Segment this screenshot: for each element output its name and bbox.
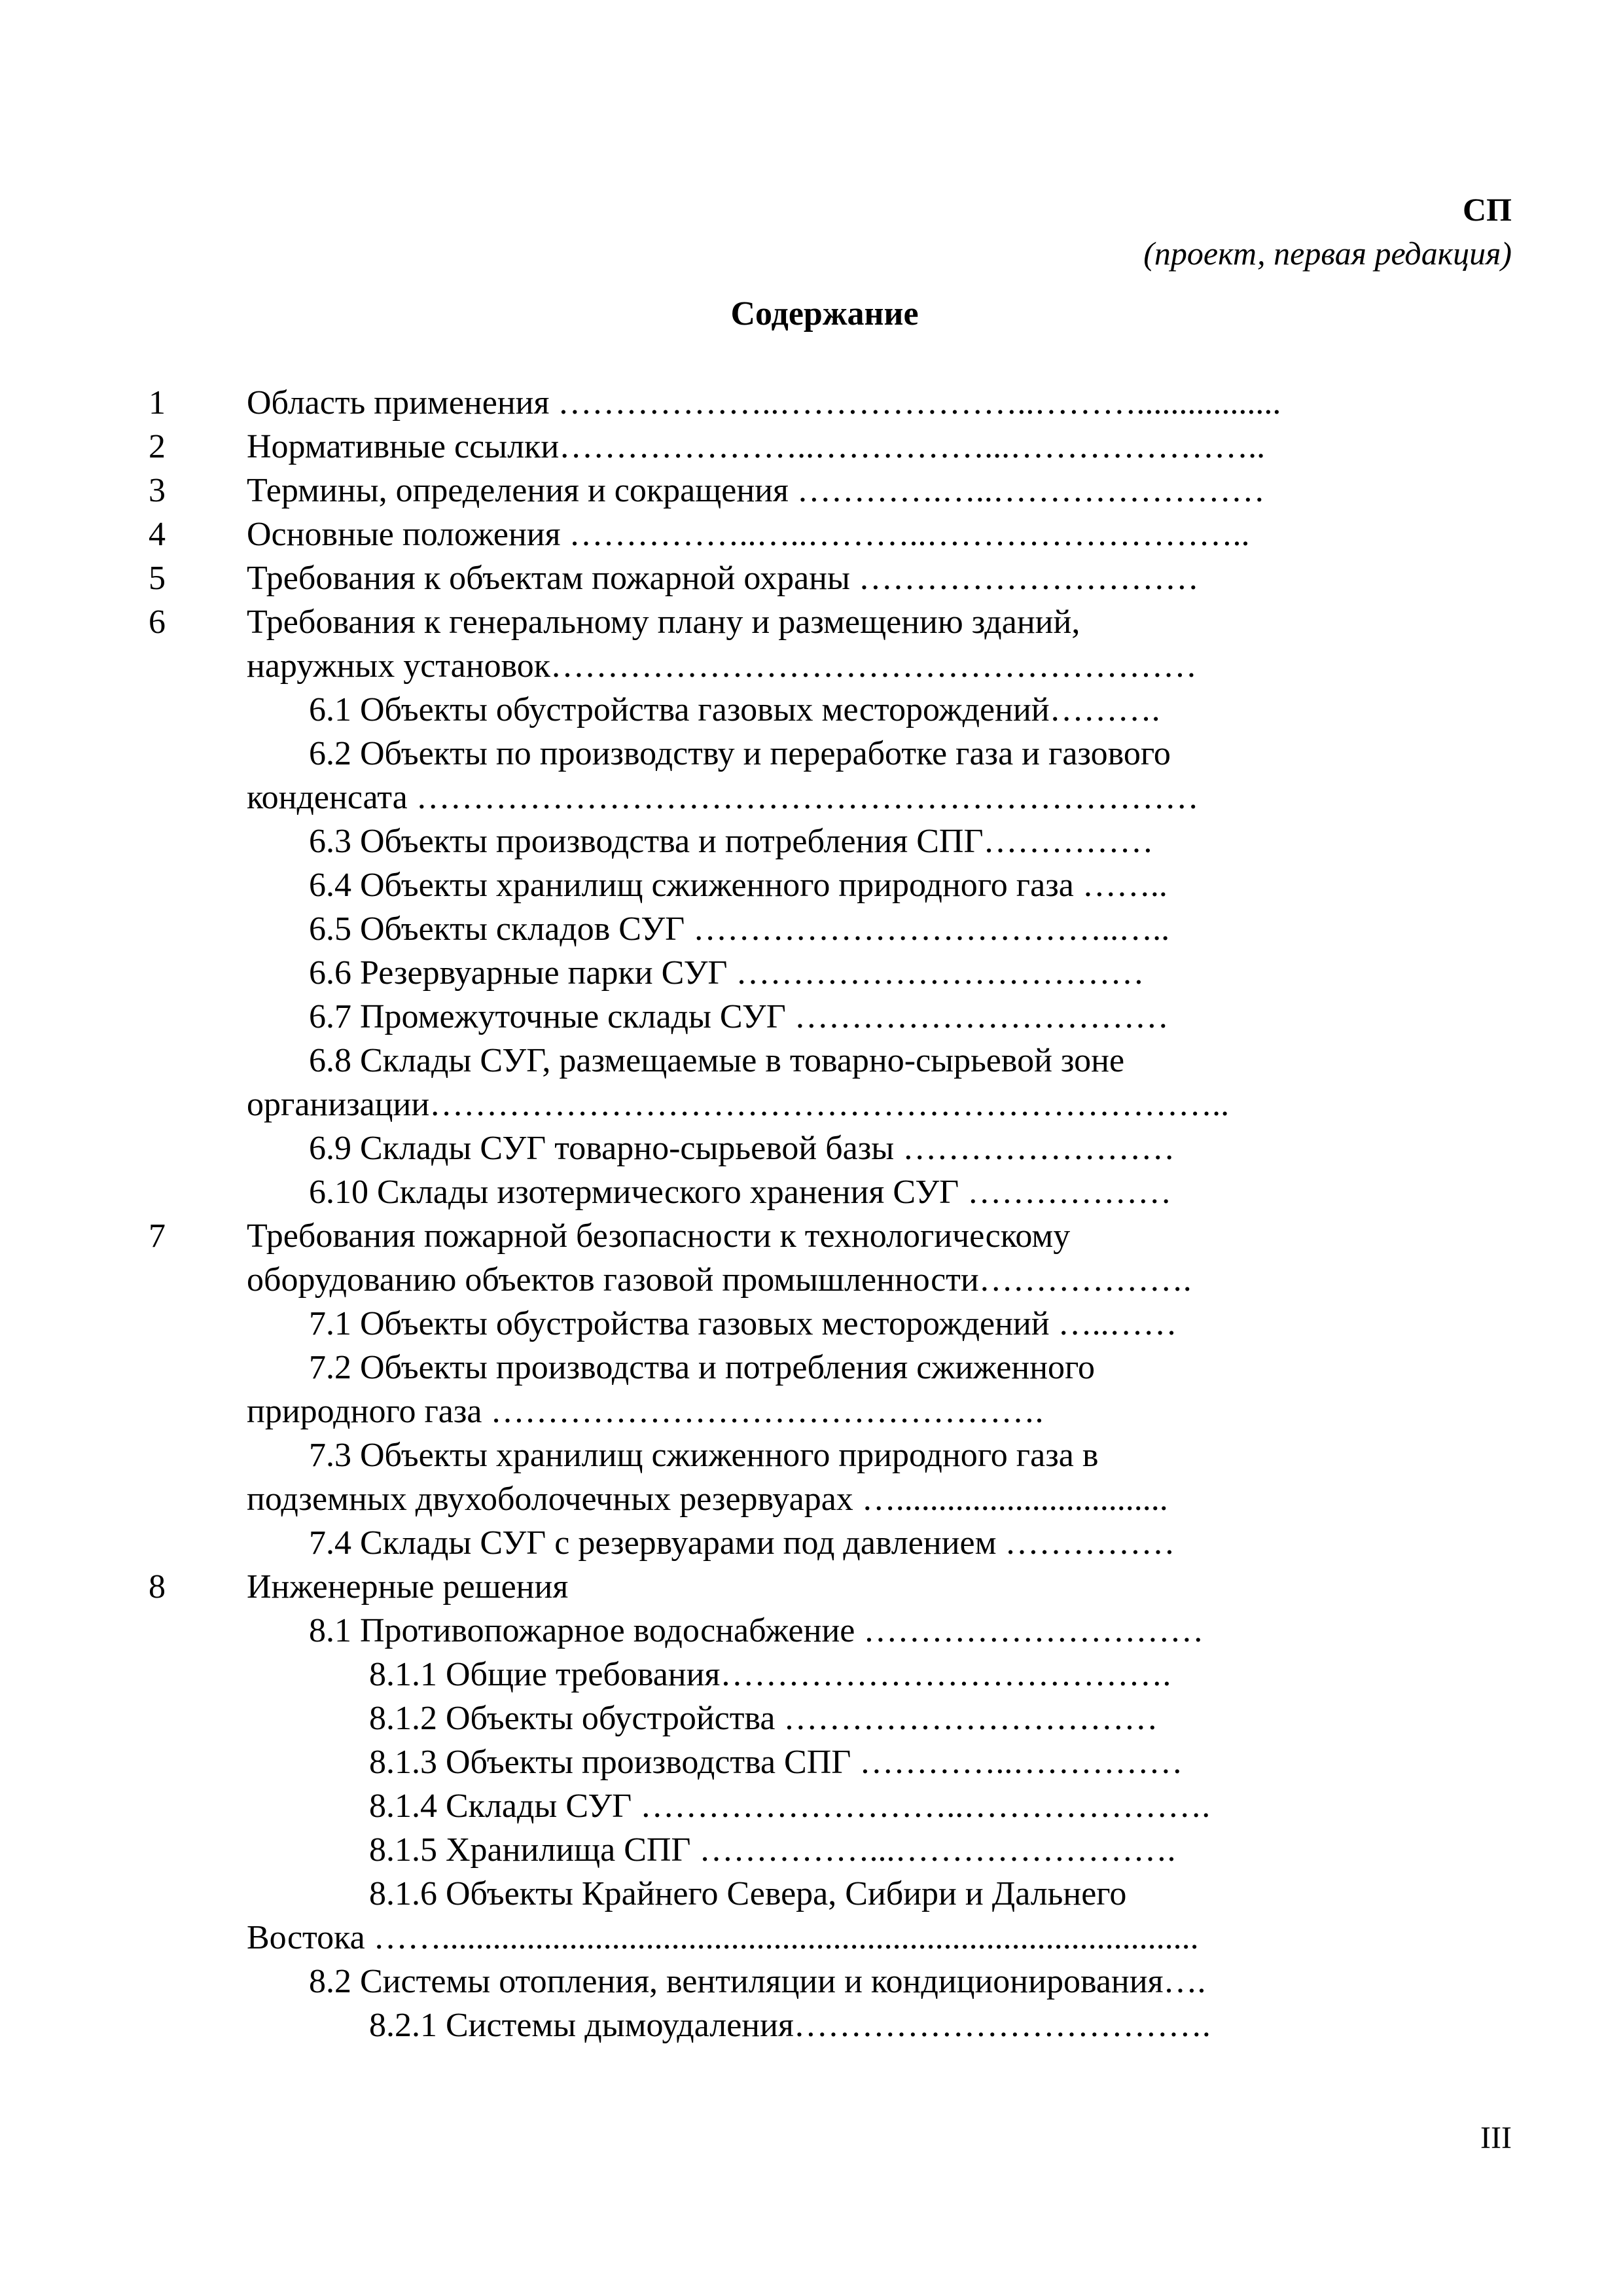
toc-entry-title: 8.2 Системы отопления, вентиляции и кондиционирования…. [309,1963,1206,2000]
toc-entry[interactable] [149,819,1523,863]
toc-entry-number: 7 [149,1217,166,1255]
toc-entry[interactable] [149,1740,1523,1784]
toc-entry[interactable] [149,1609,1523,1653]
toc-entry-title: 8.2.1 Системы дымоудаления………………………………. [369,2007,1211,2044]
toc-entry[interactable] [149,1872,1523,1916]
toc-entry-title: Основные положения ……………..…..………..……………………….. [247,516,1250,553]
toc-entry[interactable] [149,1477,1523,1521]
toc-entry[interactable] [149,995,1523,1039]
toc-entry-title: Область применения ………………..…………………..………................. [247,384,1281,422]
toc-entry[interactable] [149,1214,1523,1258]
toc-entry-title: Требования к объектам пожарной охраны ………………………… [247,560,1199,597]
toc-entry[interactable] [149,1039,1523,1083]
toc-entry-title: 7.1 Объекты обустройства газовых месторождений …..…… [309,1305,1177,1342]
toc-entry[interactable] [149,1521,1523,1565]
toc-entry-number: 4 [149,516,166,553]
table-of-contents [149,381,1523,2047]
toc-entry[interactable] [149,1346,1523,1390]
toc-entry[interactable] [149,907,1523,951]
toc-entry-title: Востока ……......................................................................................... [247,1919,1199,1956]
toc-entry[interactable] [149,644,1523,688]
toc-entry[interactable] [149,600,1523,644]
toc-entry-title: 6.5 Объекты складов СУГ ………………………………..….. [309,910,1170,948]
toc-entry-title: 6.9 Склады СУГ товарно-сырьевой базы …………………… [309,1130,1175,1167]
toc-entry-number: 3 [149,472,166,509]
toc-entry[interactable] [149,2003,1523,2047]
toc-entry[interactable] [149,1433,1523,1477]
toc-entry[interactable] [149,1170,1523,1214]
toc-entry[interactable] [149,1565,1523,1609]
page-number: III [1480,2121,1512,2155]
toc-entry[interactable] [149,512,1523,556]
toc-entry[interactable] [149,1784,1523,1828]
toc-entry[interactable] [149,425,1523,469]
toc-entry[interactable] [149,776,1523,819]
page-title: Содержание [730,295,919,332]
toc-entry-title: наружных установок………………………………………………… [247,647,1198,685]
toc-entry-title: Нормативные ссылки…………………..……………...………………….. [247,428,1266,465]
toc-entry[interactable] [149,1916,1523,1960]
toc-entry-title: организации…………………………………………………………….. [247,1086,1230,1123]
toc-entry-title: 8.1.4 Склады СУГ ………………………..…………………. [369,1787,1211,1825]
toc-entry[interactable] [149,688,1523,732]
toc-entry-number: 5 [149,560,166,597]
toc-entry-title: 6.1 Объекты обустройства газовых месторождений………. [309,691,1160,728]
toc-entry-title: 6.10 Склады изотермического хранения СУГ ……………… [309,1174,1172,1211]
toc-entry-title: 6.4 Объекты хранилищ сжиженного природного газа …….. [309,867,1168,904]
toc-entry-title: 6.7 Промежуточные склады СУГ …………………………… [309,998,1169,1035]
toc-entry-title: 6.3 Объекты производства и потребления СПГ…………… [309,823,1154,860]
toc-entry-title: Термины, определения и сокращения ………….…..…………………… [247,472,1265,509]
document-code: СП [1463,191,1512,228]
toc-entry-title: Требования пожарной безопасности к технологическому [247,1217,1071,1255]
toc-entry-title: конденсата …………………………………………………………… [247,779,1199,816]
toc-entry[interactable] [149,556,1523,600]
toc-entry-title: 7.2 Объекты производства и потребления сжиженного [309,1349,1096,1386]
toc-entry[interactable] [149,1653,1523,1696]
toc-entry-title: подземных двухоболочечных резервуарах …................................ [247,1480,1168,1518]
toc-entry[interactable] [149,1126,1523,1170]
toc-entry-title: оборудованию объектов газовой промышленности………………. [247,1261,1192,1299]
toc-entry-number: 1 [149,384,166,422]
toc-entry[interactable] [149,863,1523,907]
toc-entry-number: 8 [149,1568,166,1605]
edition-note: (проект, первая редакция) [1143,235,1512,272]
toc-entry-title: 7.3 Объекты хранилищ сжиженного природного газа в [309,1437,1099,1474]
toc-entry-title: Инженерные решения [247,1568,569,1605]
toc-entry-title: 6.8 Склады СУГ, размещаемые в товарно-сырьевой зоне [309,1042,1125,1079]
toc-entry[interactable] [149,469,1523,512]
toc-entry-title: 8.1.2 Объекты обустройства …………………………… [369,1700,1158,1737]
toc-entry-title: 6.6 Резервуарные парки СУГ ……………………………… [309,954,1145,992]
toc-entry[interactable] [149,1828,1523,1872]
toc-entry[interactable] [149,1390,1523,1433]
toc-entry-title: 6.2 Объекты по производству и переработке газа и газового [309,735,1171,772]
toc-entry-title: 8.1.5 Хранилища СПГ ……………...……………………. [369,1831,1176,1869]
toc-entry[interactable] [149,1083,1523,1126]
toc-entry[interactable] [149,381,1523,425]
toc-entry[interactable] [149,1696,1523,1740]
toc-entry-title: 7.4 Склады СУГ с резервуарами под давлением …………… [309,1524,1175,1562]
toc-entry-number: 2 [149,428,166,465]
toc-entry-title: 8.1.1 Общие требования…………………………………. [369,1656,1171,1693]
toc-entry[interactable] [149,951,1523,995]
toc-entry[interactable] [149,1258,1523,1302]
toc-entry-title: 8.1.3 Объекты производства СПГ …………..…………… [369,1744,1183,1781]
toc-entry-title: 8.1 Противопожарное водоснабжение ………………………… [309,1612,1204,1649]
toc-entry-title: Требования к генеральному плану и размещению зданий, [247,603,1080,641]
toc-entry[interactable] [149,1302,1523,1346]
toc-entry-title: природного газа …………………………………………. [247,1393,1044,1430]
toc-entry[interactable] [149,1960,1523,2003]
toc-entry-title: 8.1.6 Объекты Крайнего Севера, Сибири и Дальнего [369,1875,1127,1912]
toc-entry-number: 6 [149,603,166,641]
toc-entry[interactable] [149,732,1523,776]
